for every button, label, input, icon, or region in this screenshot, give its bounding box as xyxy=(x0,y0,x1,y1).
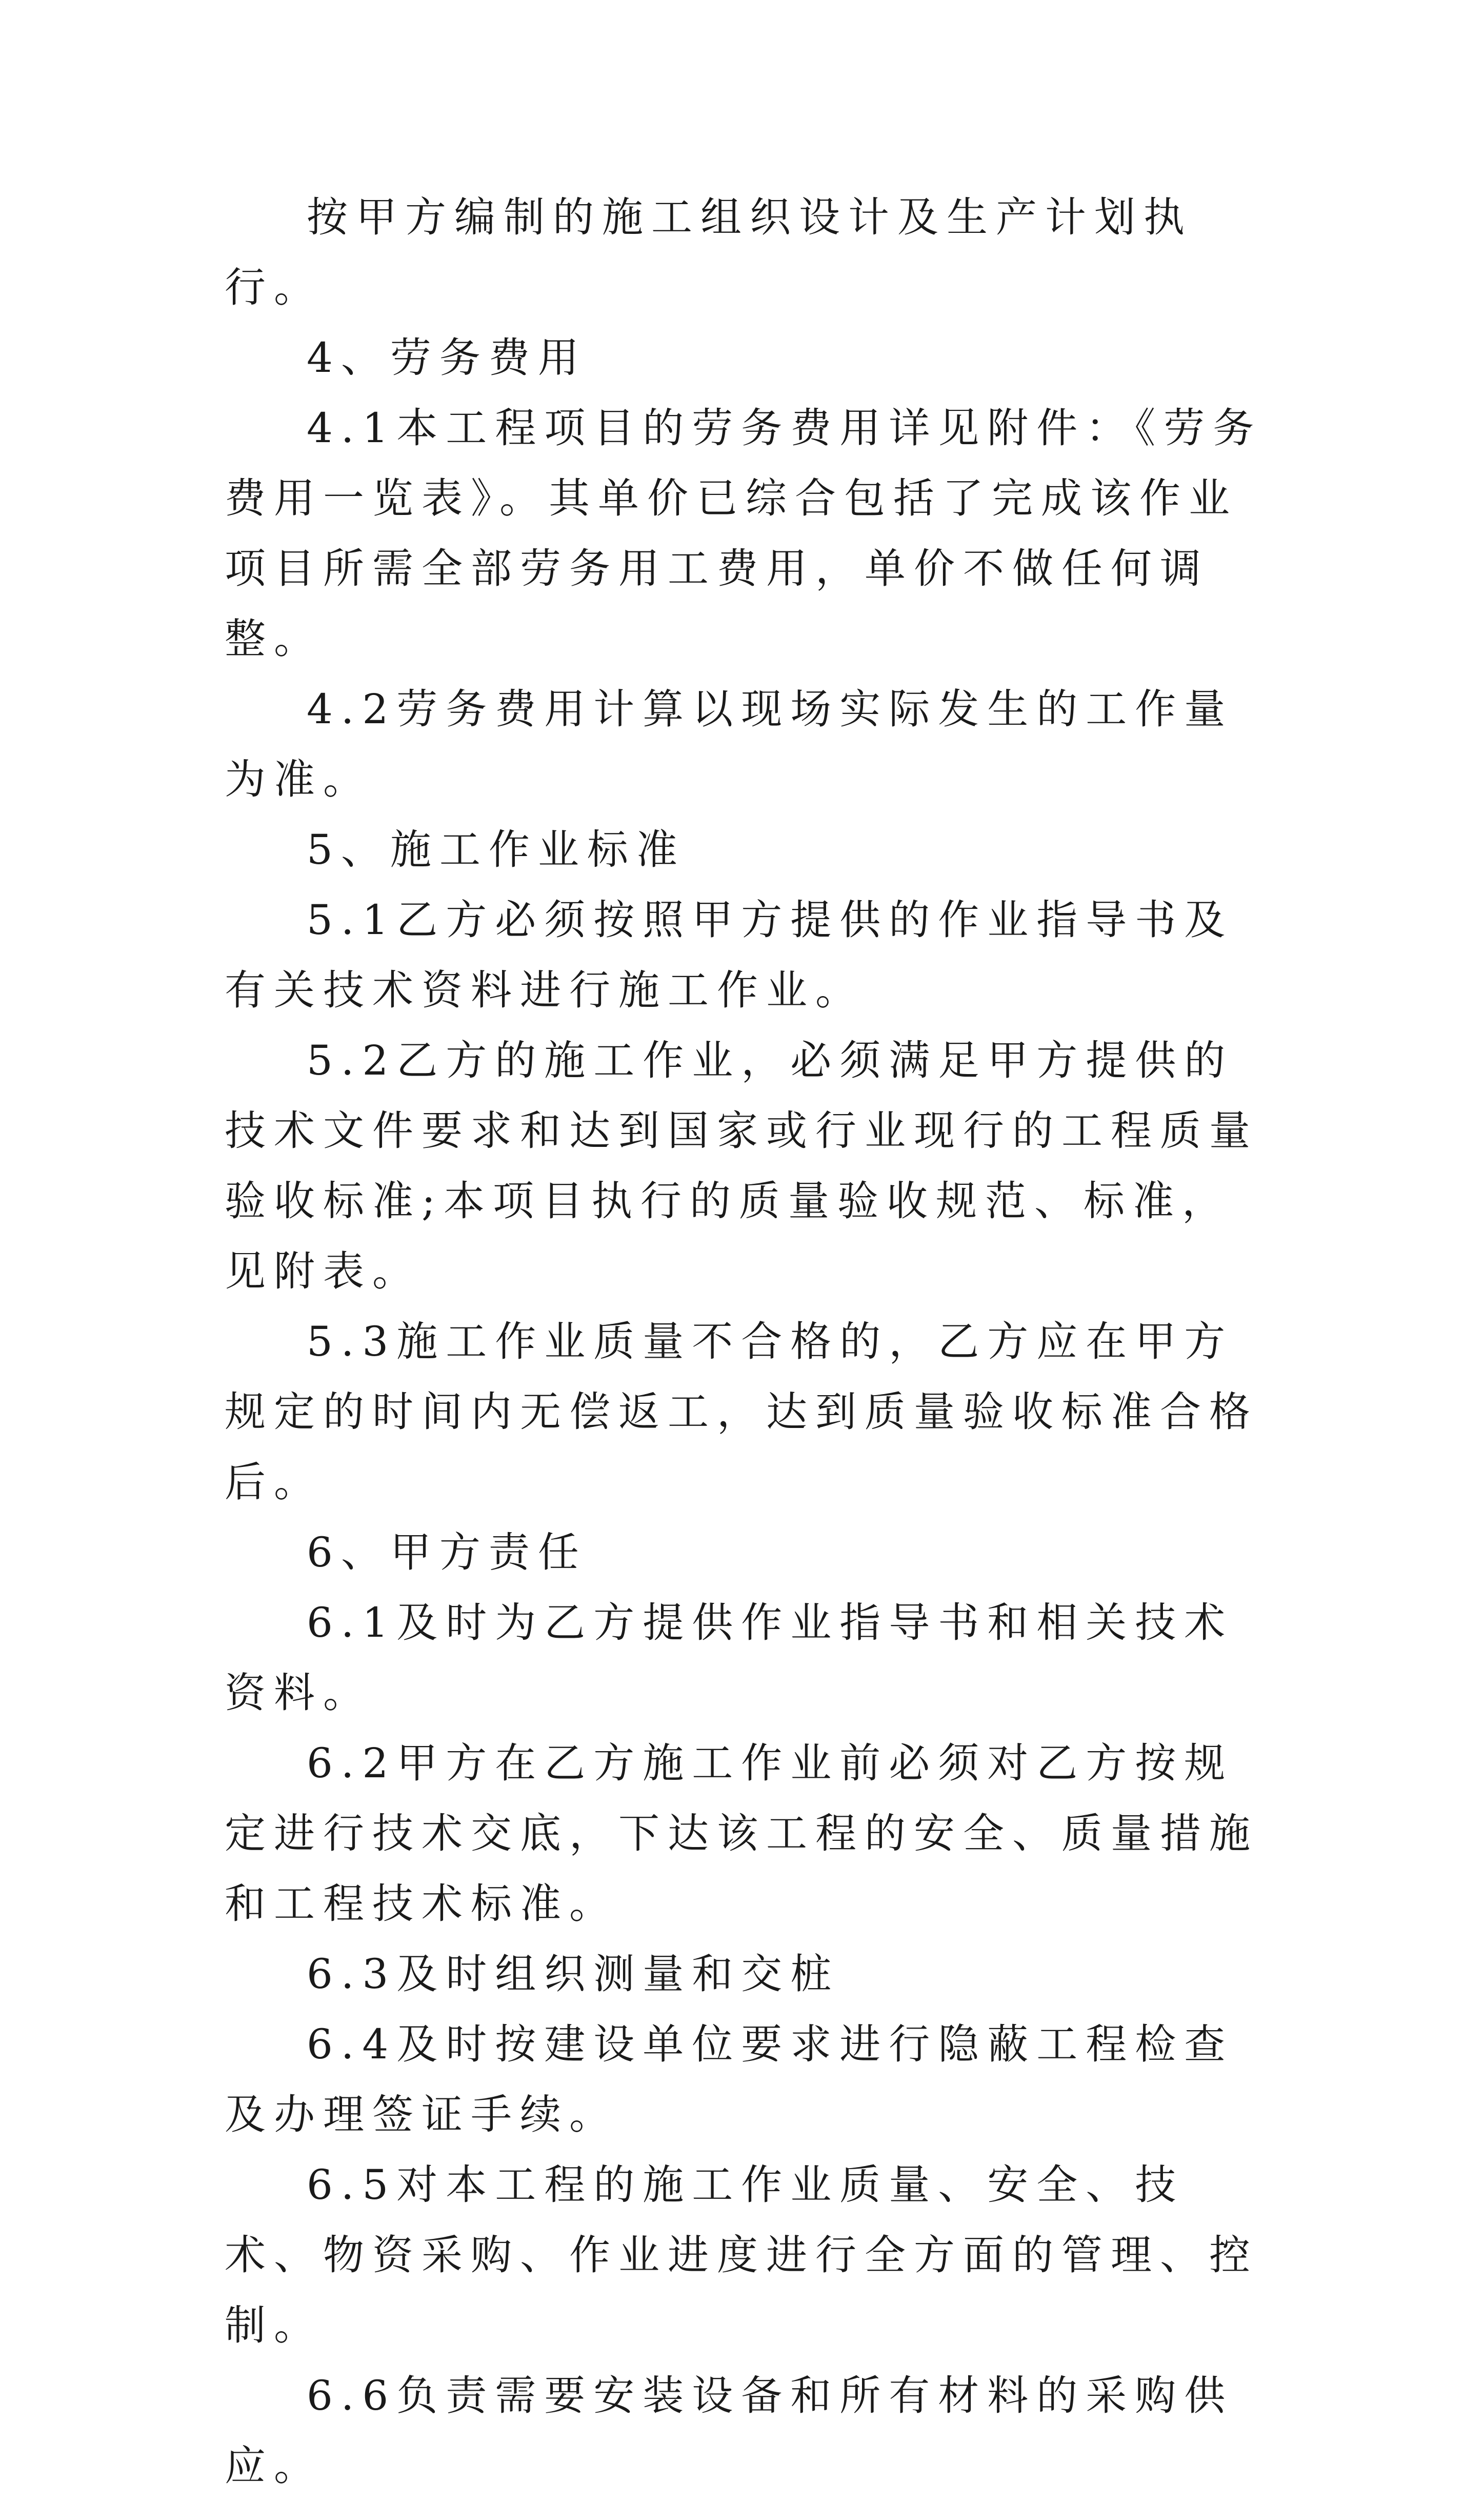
paragraph: 6.6负责需要安装设备和所有材料的采购供应。 xyxy=(225,2372,1234,2490)
paragraph: 6.2甲方在乙方施工作业前必须对乙方按规定进行技术交底，下达该工程的安全、质量措施和工程技术标准。 xyxy=(225,1739,1258,1928)
paragraph: 5.3施工作业质量不合格的，乙方应在甲方规定的时间内无偿返工，达到质量验收标准合格后。 xyxy=(225,1318,1258,1506)
paragraph: 5.2乙方的施工作业，必须满足甲方提供的技术文件要求和达到国家或行业现行的工程质量验收标准;本项目执行的质量验收规范、标准，见附表。 xyxy=(225,1037,1258,1295)
paragraph: 5.1乙方必须按照甲方提供的作业指导书及有关技术资料进行施工作业。 xyxy=(225,896,1234,1014)
paragraph: 4.1本工程项目的劳务费用详见附件：《劳务费用一览表》。其单价已综合包括了完成该作业项目所需全部劳务用工费用，单价不做任何调整。 xyxy=(225,404,1262,663)
paragraph: 6.1及时为乙方提供作业指导书和相关技术资料。 xyxy=(225,1599,1234,1717)
paragraph: 6.4及时按建设单位要求进行隐蔽工程检查及办理签证手续。 xyxy=(225,2020,1234,2138)
section-heading: 4、劳务费用 xyxy=(307,334,587,382)
paragraph: 6.5对本工程的施工作业质量、安全、技术、物资采购、作业进度进行全方面的管理、控制。 xyxy=(225,2161,1258,2349)
paragraph: 4.2劳务费用计算以现场实际发生的工作量为准。 xyxy=(225,685,1234,803)
paragraph: 6.3及时组织测量和交桩 xyxy=(307,1950,840,1998)
document-body xyxy=(225,182,1266,2501)
section-heading: 6、甲方责任 xyxy=(307,1529,587,1576)
paragraph: 按甲方编制的施工组织设计及生产计划执行。 xyxy=(225,193,1193,311)
section-heading: 5、施工作业标准 xyxy=(307,826,686,874)
